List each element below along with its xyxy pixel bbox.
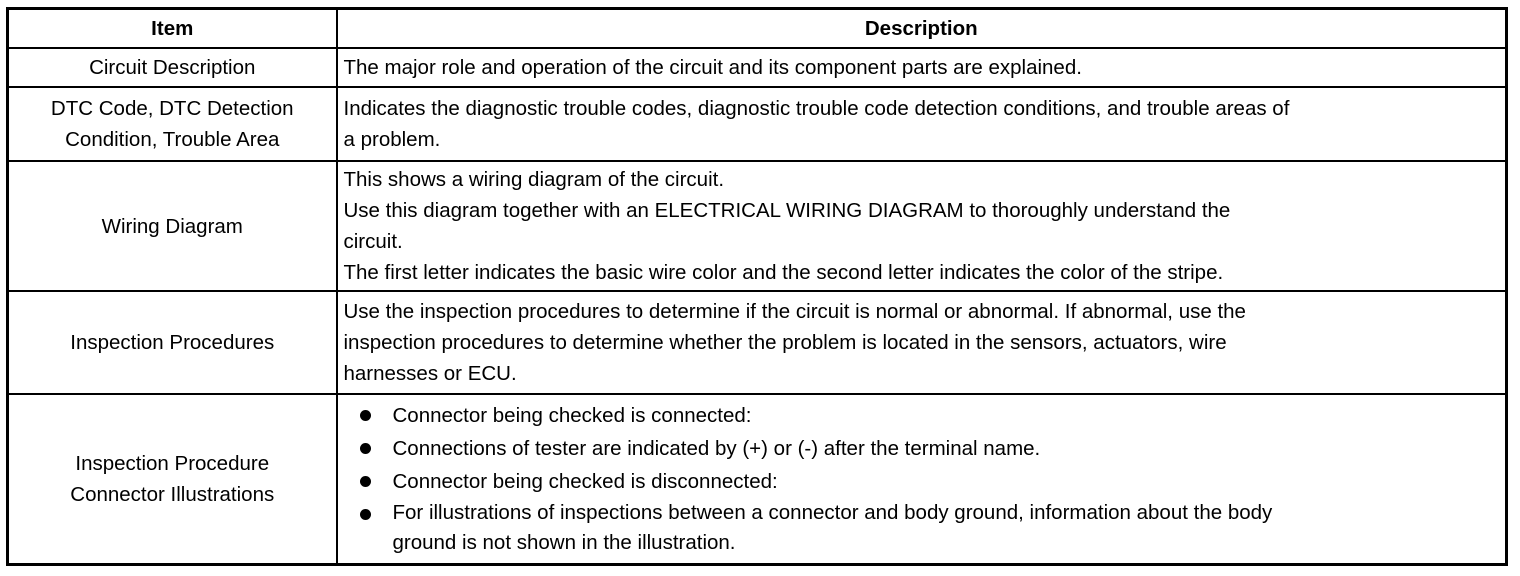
description-text: Use the inspection procedures to determine if the circuit is normal or abnormal. If abnormal, use the (343, 300, 1246, 323)
item-text: Inspection Procedure (75, 451, 270, 475)
item-text: DTC Code, DTC Detection (50, 97, 294, 120)
bullet-text: Connector being checked is connected: (392, 404, 752, 428)
description-text: The first letter indicates the basic wire color and the second letter indicates the color of the stripe. (343, 261, 1224, 284)
description-text: This shows a wiring diagram of the circuit. (343, 168, 725, 191)
description-text: Use this diagram together with an ELECTRICAL WIRING DIAGRAM to thoroughly understand the (343, 199, 1231, 222)
description-text: The major role and operation of the circuit and its component parts are explained. (343, 56, 1082, 79)
bullet-list (344, 399, 1500, 558)
description-cell (337, 291, 1507, 394)
item-cell (8, 48, 337, 87)
bullet-text: For illustrations of inspections between a connector and body ground, information about the body (392, 501, 1273, 525)
bullet-text: Connections of tester are indicated by (+) or (-) after the terminal name. (392, 437, 1041, 461)
table-row (8, 87, 1507, 161)
bullet-dot-icon (360, 476, 371, 487)
bullet-dot-icon (360, 410, 371, 421)
description-text: circuit. (343, 230, 403, 253)
item-text: Connector Illustrations (70, 482, 275, 506)
item-text: Condition, Trouble Area (65, 128, 280, 151)
bullet-item (344, 465, 1500, 498)
header-row (8, 9, 1507, 49)
item-cell (8, 291, 337, 394)
bullet-dot-icon (360, 509, 371, 520)
bullet-item (344, 432, 1500, 465)
item-text: Circuit Description (89, 56, 256, 79)
header-description: Description (337, 9, 1507, 49)
item-text: Inspection Procedures (70, 331, 275, 354)
description-text: inspection procedures to determine whether the problem is located in the sensors, actuators, wire (343, 331, 1227, 354)
description-cell (337, 161, 1507, 291)
table-row (8, 291, 1507, 394)
description-cell (337, 87, 1507, 161)
item-cell (8, 394, 337, 564)
description-cell (337, 394, 1507, 564)
table-row (8, 161, 1507, 291)
description-cell (337, 48, 1507, 87)
item-text: Wiring Diagram (101, 214, 243, 238)
bullet-text: Connector being checked is disconnected: (392, 470, 778, 494)
header-item: Item (8, 9, 337, 49)
description-table (6, 7, 1508, 566)
description-text: Indicates the diagnostic trouble codes, diagnostic trouble code detection conditions, and trouble areas of (343, 97, 1290, 120)
item-cell (8, 161, 337, 291)
item-cell (8, 87, 337, 161)
description-text: harnesses or ECU. (343, 362, 517, 385)
bullet-item (344, 399, 1500, 432)
bullet-item (344, 498, 1500, 558)
bullet-dot-icon (360, 443, 371, 454)
table-row (8, 394, 1507, 564)
table-row (8, 48, 1507, 87)
description-text: a problem. (343, 128, 441, 151)
bullet-text: ground is not shown in the illustration. (392, 531, 736, 555)
